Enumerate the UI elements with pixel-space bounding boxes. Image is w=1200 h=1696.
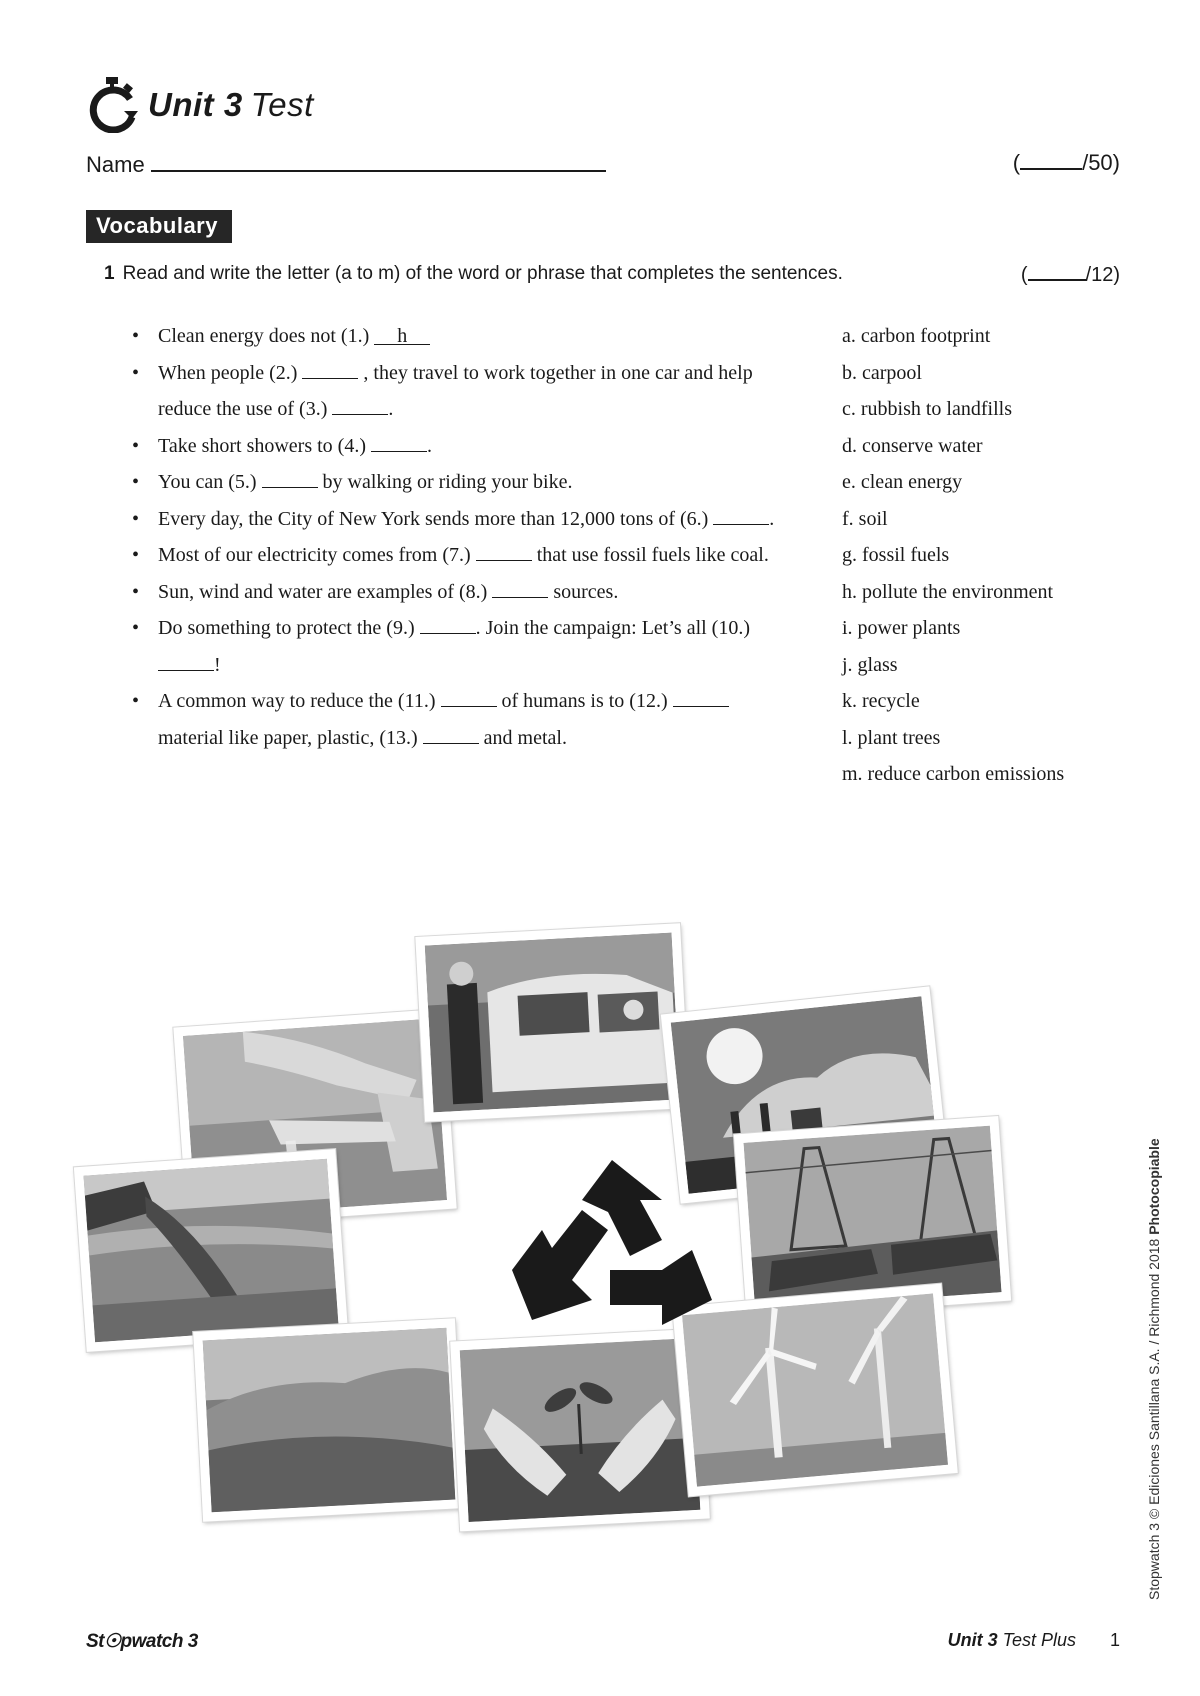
answer-blank-8[interactable] xyxy=(492,580,548,598)
photocopiable-label: Photocopiable xyxy=(1146,1138,1162,1235)
sentence-text: and metal. xyxy=(478,726,567,749)
option-item: d. conserve water xyxy=(842,434,983,457)
title-unit: Unit 3 xyxy=(148,86,243,123)
sentence-text: Do something to protect the (9.) xyxy=(158,617,420,639)
sentence-item xyxy=(130,610,790,683)
sentence-item xyxy=(130,318,790,355)
sentence-item xyxy=(130,464,790,501)
option-item: i. power plants xyxy=(842,617,961,639)
sentence-text: Every day, the City of New York sends more than 12,000 tons of (6.) xyxy=(158,507,714,530)
sentence-text: Take short showers to (4.) xyxy=(158,434,371,457)
sentence-text: Clean energy does not (1.) xyxy=(158,325,375,347)
sentence-text: of humans is to (12.) xyxy=(496,690,673,712)
exercise-number: 1 xyxy=(104,263,115,284)
sentence-item xyxy=(130,501,790,538)
photo-collage xyxy=(80,930,1120,1610)
instruction-text: Read and write the letter (a to m) of the word or phrase that completes the sentences. xyxy=(122,263,843,284)
sentence-item xyxy=(130,537,790,574)
recycle-icon xyxy=(512,1160,712,1360)
photo-wind-turbines xyxy=(672,1284,958,1497)
name-row xyxy=(86,150,606,178)
sentence-text: Sun, wind and water are examples of (8.) xyxy=(158,580,493,603)
exercise-score-close: /12) xyxy=(1085,264,1120,286)
option-list xyxy=(842,318,1064,793)
brand-logo: St☉pwatch 3 xyxy=(86,1631,198,1652)
name-label: Name xyxy=(86,152,145,177)
sentence-text: ! xyxy=(214,653,221,676)
answer-blank-2[interactable] xyxy=(302,361,358,379)
total-score-field[interactable] xyxy=(1020,150,1082,170)
page-number: 1 xyxy=(1109,1630,1120,1650)
option-item: e. clean energy xyxy=(842,471,963,493)
sentence-text: material like paper, plastic, (13.) xyxy=(158,726,423,749)
answer-blank-12[interactable] xyxy=(673,689,729,707)
sentence-text: . Join the campaign: Let’s all (10.) xyxy=(475,617,750,639)
score-open: ( xyxy=(1012,150,1021,175)
name-field[interactable] xyxy=(151,150,606,172)
answer-blank-10[interactable] xyxy=(158,653,214,671)
answer-blank-7[interactable] xyxy=(476,543,532,561)
sentence-text: You can (5.) xyxy=(158,471,262,493)
exercise-score-field[interactable] xyxy=(1028,263,1086,281)
answer-blank-4[interactable] xyxy=(371,434,427,452)
total-score xyxy=(1013,150,1120,176)
sentence-text: Most of our electricity comes from (7.) xyxy=(158,544,476,566)
sentence-text: When people (2.) xyxy=(158,361,303,384)
score-close: /50) xyxy=(1082,150,1120,175)
answer-blank-13[interactable] xyxy=(423,726,479,744)
copyright-notice xyxy=(1146,1138,1162,1600)
option-item: g. fossil fuels xyxy=(842,544,950,566)
sentence-text: that use fossil fuels like coal. xyxy=(531,544,769,566)
answer-blank-1[interactable]: h xyxy=(374,327,430,345)
exercise-score xyxy=(1021,263,1120,287)
sentence-text: sources. xyxy=(548,580,619,603)
photo-carpool xyxy=(415,923,689,1122)
option-item: m. reduce carbon emissions xyxy=(842,763,1065,785)
title-test: Test xyxy=(250,86,314,123)
exercise-score-open: ( xyxy=(1020,264,1028,286)
sentence-text: . xyxy=(769,507,775,530)
answer-blank-9[interactable] xyxy=(420,616,476,634)
sentence-text: A common way to reduce the (11.) xyxy=(158,690,441,712)
option-item: k. recycle xyxy=(842,690,920,712)
footer-test-plus: Test Plus xyxy=(997,1630,1076,1650)
answer-blank-11[interactable] xyxy=(441,689,497,707)
option-item: a. carbon footprint xyxy=(842,325,991,347)
option-item: j. glass xyxy=(842,653,898,676)
section-heading: Vocabulary xyxy=(86,210,232,243)
photo-polluted-pipe xyxy=(74,1149,348,1352)
sentence-text: . xyxy=(427,434,432,457)
sentence-list xyxy=(130,318,790,756)
stopwatch-icon xyxy=(86,77,138,133)
answer-blank-6[interactable] xyxy=(713,507,769,525)
sentence-item xyxy=(130,355,790,428)
sentence-text: by walking or riding your bike. xyxy=(317,471,573,493)
option-item: h. pollute the environment xyxy=(842,580,1054,603)
page-header xyxy=(86,70,314,140)
sentence-item xyxy=(130,428,790,465)
sentence-item xyxy=(130,574,790,611)
option-item: f. soil xyxy=(842,507,888,530)
page-footer xyxy=(86,1630,1120,1656)
page-title xyxy=(148,86,314,124)
option-item: b. carpool xyxy=(842,361,922,384)
sentence-text: . xyxy=(388,398,394,420)
photo-landfill xyxy=(193,1318,465,1521)
option-item: l. plant trees xyxy=(842,726,941,749)
option-item: c. rubbish to landfills xyxy=(842,398,1012,420)
answer-blank-5[interactable] xyxy=(262,470,318,488)
exercise-instruction xyxy=(104,263,843,285)
footer-unit-label xyxy=(948,1630,1120,1651)
footer-unit: Unit 3 xyxy=(947,1630,998,1650)
copyright-text: Stopwatch 3 © Ediciones Santillana S.A. / Richmond 2018 xyxy=(1146,1234,1162,1600)
answer-blank-3[interactable] xyxy=(332,397,388,415)
sentence-item xyxy=(130,683,790,756)
sentence-text: , they travel to work together in one car and help reduce the use of (3.) xyxy=(158,361,753,420)
